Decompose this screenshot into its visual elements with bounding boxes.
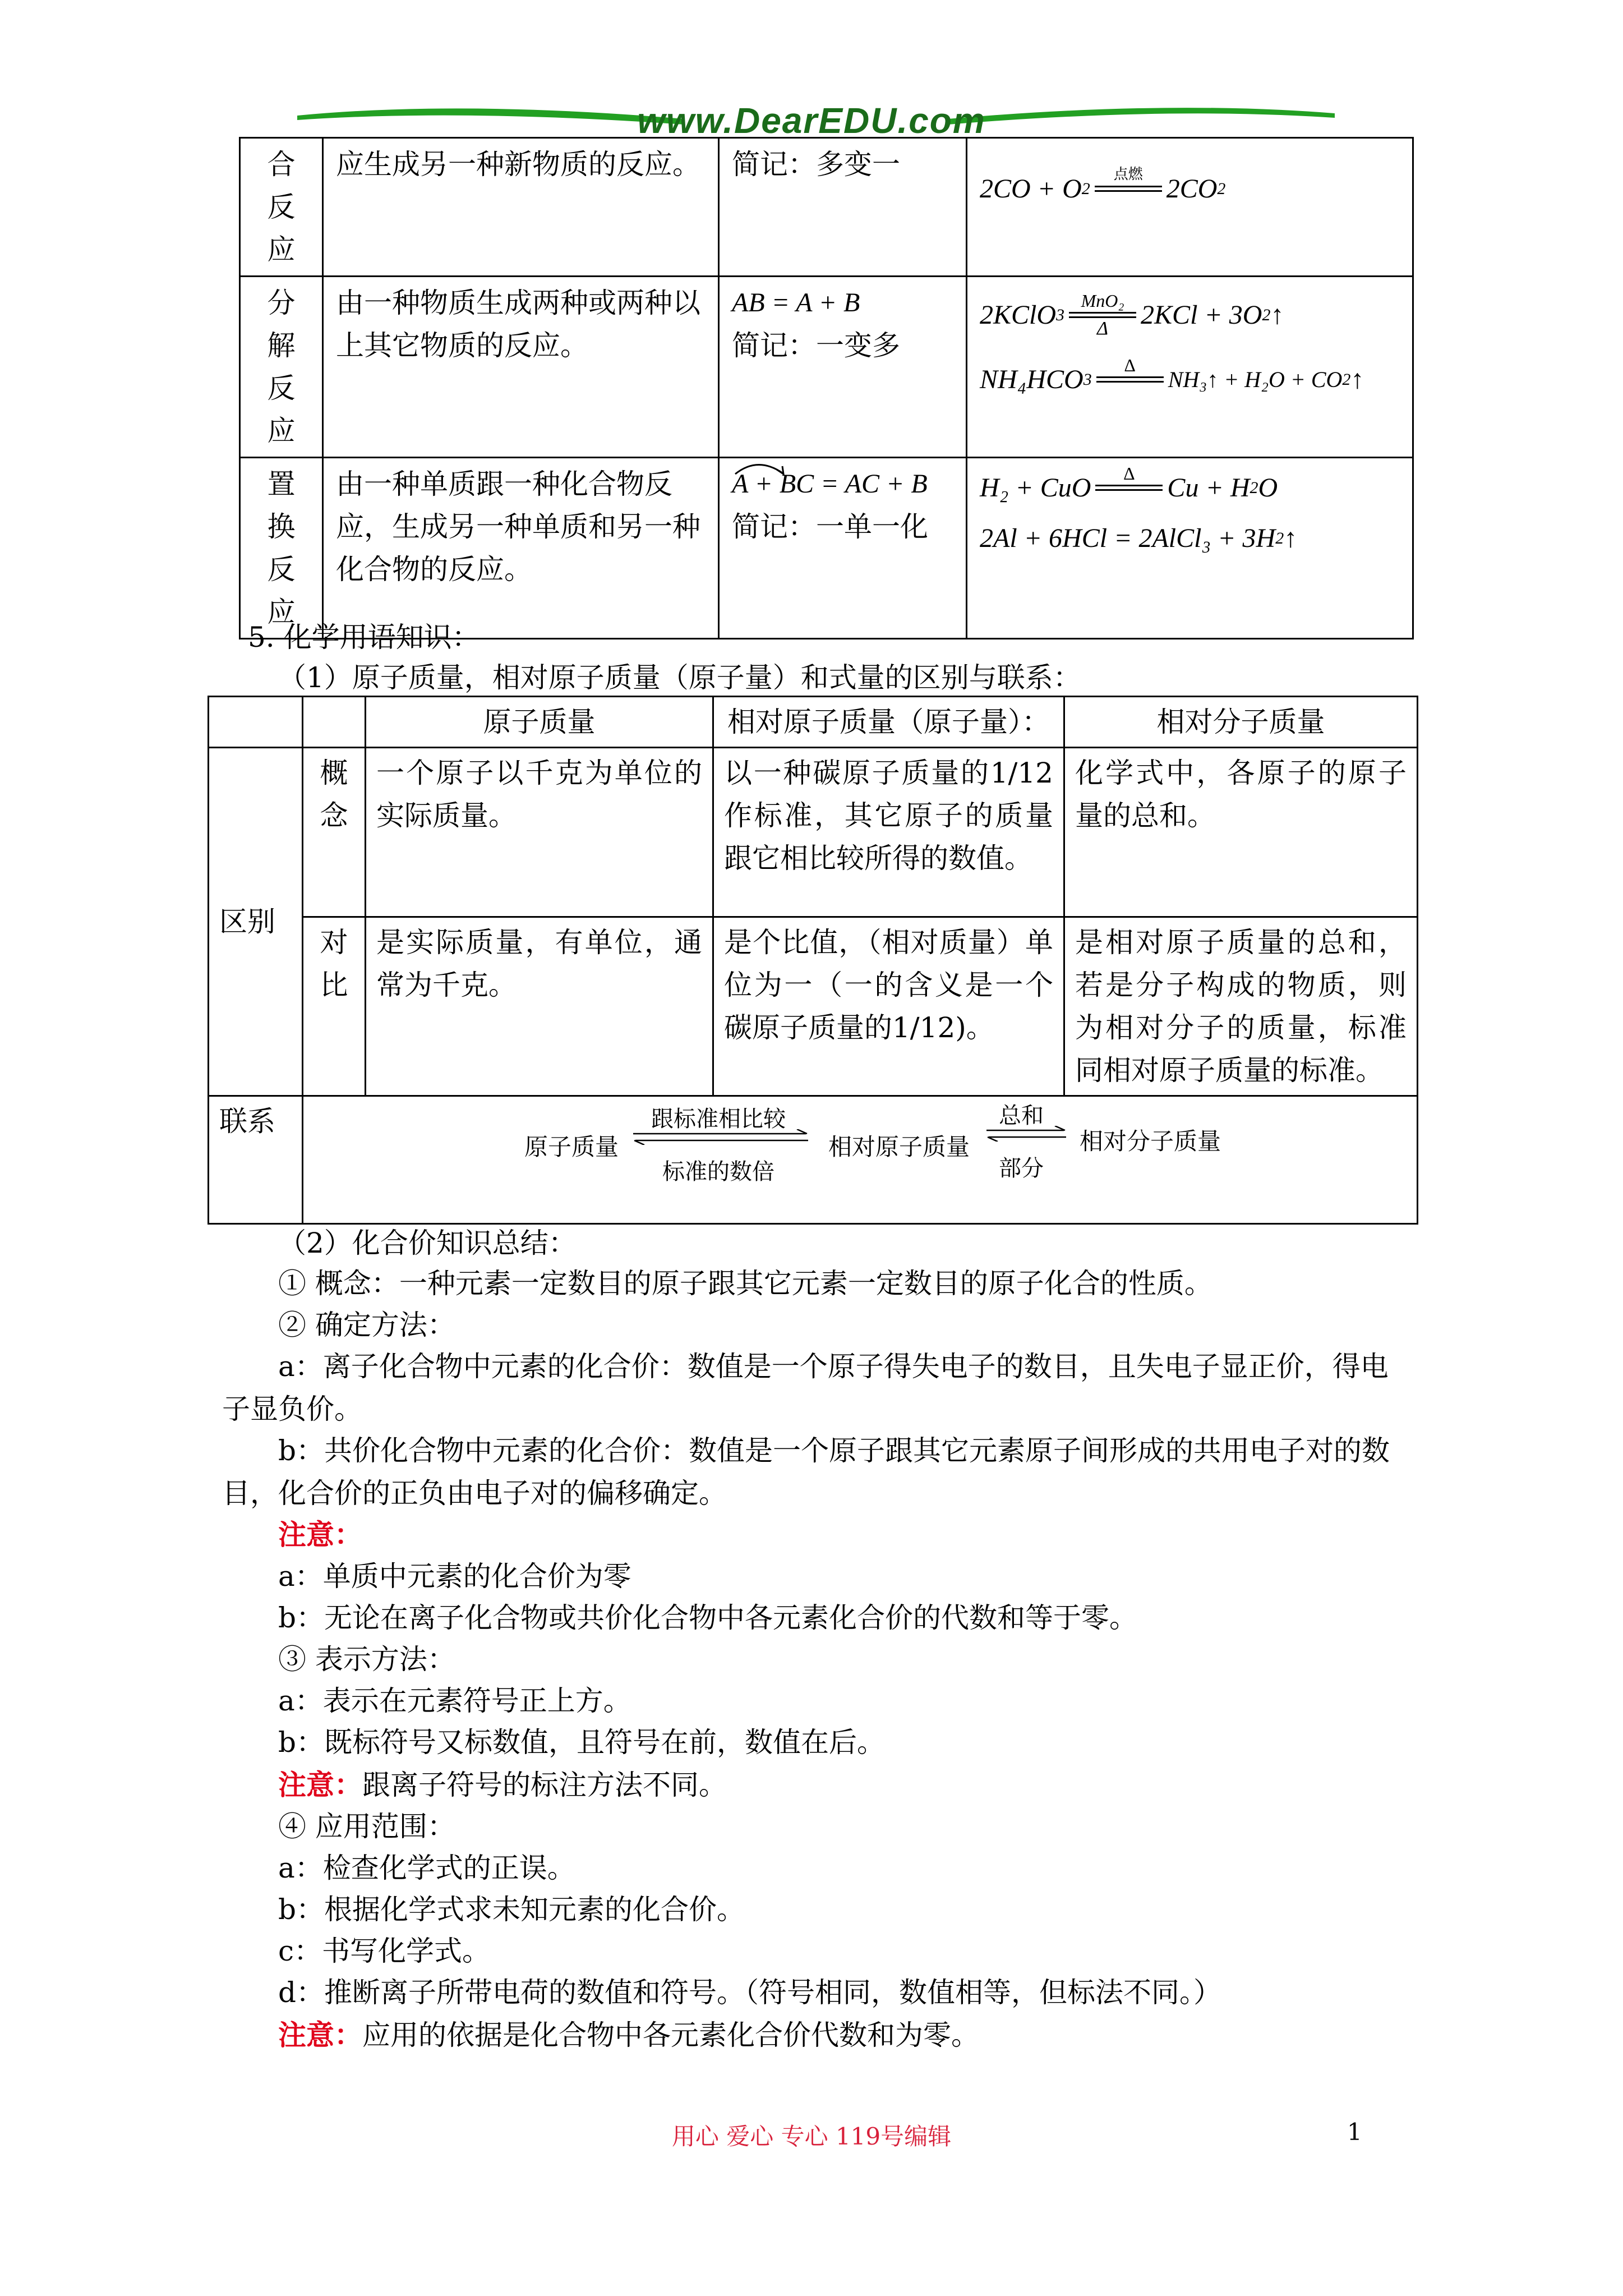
- note-label: 注意：: [278, 1518, 362, 1551]
- note-paragraph: 注意：跟离子符号的标注方法不同。: [278, 1768, 727, 1801]
- paragraph: b：既标符号又标数值，且符号在前，数值在后。: [278, 1726, 886, 1759]
- paragraph: c：书写化学式。: [278, 1935, 491, 1967]
- page-number: 1: [1347, 2118, 1362, 2146]
- relation-item-relative-molecular-mass: 相对分子质量: [1080, 1128, 1221, 1155]
- section-title: 5. 化学用语知识：: [248, 621, 480, 654]
- row-label: 对 比: [303, 917, 366, 1096]
- paragraph: a：检查化学式的正误。: [278, 1852, 575, 1884]
- reaction-memo: A + BC = AC + B 简记：一单一化: [719, 458, 967, 639]
- reaction-memo: AB = A + B 简记：一变多: [719, 277, 967, 458]
- replacement-pattern: A + BC = AC + B: [732, 463, 953, 505]
- reaction-definition: 由一种物质生成两种或两种以上其它物质的反应。: [323, 277, 719, 458]
- table-cell: 是相对原子质量的总和，若是分子构成的物质，则为相对分子的质量，标准同相对原子质量的标准。: [1064, 917, 1418, 1096]
- paragraph: d：推断离子所带电荷的数值和符号。（符号相同，数值相等，但标法不同。）: [278, 1976, 1222, 2009]
- reaction-equations: [967, 458, 1413, 639]
- note-label: 注意：: [278, 1768, 362, 1801]
- table-row: [240, 138, 1413, 277]
- double-arrow-icon: [984, 1126, 1068, 1142]
- note-label: 注意：: [278, 2018, 362, 2051]
- table-cell: 以一种碳原子质量的1/12作标准，其它原子的质量跟它相比较所得的数值。: [713, 748, 1064, 917]
- paragraph: ③ 表示方法：: [278, 1643, 455, 1676]
- relation-item-relative-atomic-mass: 相对原子质量: [828, 1133, 970, 1161]
- subsection-title: （2）化合价知识总结：: [278, 1227, 577, 1259]
- paragraph: 子显负价。: [222, 1393, 362, 1425]
- equation: H₂ + CuO Δ Cu + H 2 O: [980, 463, 1278, 503]
- paragraph: a：表示在元素符号正上方。: [278, 1685, 631, 1717]
- reaction-memo: 简记：多变一: [719, 138, 967, 277]
- table-row: [209, 748, 1418, 917]
- row-label: 联系: [209, 1096, 303, 1224]
- paragraph: 目，化合价的正负由电子对的偏移确定。: [222, 1477, 727, 1510]
- column-header: 相对分子质量: [1064, 697, 1418, 748]
- subsection-title: （1）原子质量，相对原子质量（原子量）和式量的区别与联系：: [278, 661, 1081, 694]
- table-cell: 是实际质量，有单位，通常为千克。: [366, 917, 713, 1096]
- relation-diagram: [303, 1096, 1418, 1224]
- reaction-definition: 应生成另一种新物质的反应。: [323, 138, 719, 277]
- column-header: 相对原子质量（原子量）：: [713, 697, 1064, 748]
- footer-text: 用心 爱心 专心 119号编辑: [671, 2123, 952, 2150]
- row-label: 概 念: [303, 748, 366, 917]
- relation-arrow-label-top: 总和: [999, 1103, 1044, 1129]
- paragraph: ① 概念：一种元素一定数目的原子跟其它元素一定数目的原子化合的性质。: [278, 1267, 1212, 1300]
- relation-item-atomic-mass: 原子质量: [524, 1133, 619, 1161]
- reaction-types-table: [239, 137, 1414, 639]
- relation-arrow-label-bottom: 部分: [999, 1156, 1044, 1181]
- paragraph: b：根据化学式求未知元素的化合价。: [278, 1893, 745, 1926]
- header-site-name[interactable]: www.DearEDU.com: [637, 100, 986, 141]
- table-cell: 是个比值，（相对质量）单位为一（一的含义是一个碳原子质量的1/12)。: [713, 917, 1064, 1096]
- note-paragraph: 注意：应用的依据是化合物中各元素化合价代数和为零。: [278, 2018, 979, 2051]
- reaction-equations: [967, 138, 1413, 277]
- reaction-name: 分 解 反 应: [240, 277, 323, 458]
- arc-arrow-icon: [732, 459, 788, 476]
- reaction-name: 置 换 反 应: [240, 458, 323, 639]
- paragraph: a：离子化合物中元素的化合价：数值是一个原子得失电子的数目，且失电子显正价，得电: [278, 1350, 1389, 1383]
- table-header-row: [209, 697, 1418, 748]
- double-arrow-icon: [631, 1129, 810, 1145]
- reaction-definition: 由一种单质跟一种化合物反应，生成另一种单质和另一种化合物的反应。: [323, 458, 719, 639]
- equation: NH₄HCO 3 Δ NH₃↑ + H₂O + CO 2 ↑: [980, 355, 1364, 394]
- table-row: [240, 458, 1413, 639]
- paragraph: a：单质中元素的化合价为零: [278, 1560, 631, 1593]
- column-header: 原子质量: [366, 697, 713, 748]
- table-row: [209, 1096, 1418, 1224]
- table-row: [240, 277, 1413, 458]
- reaction-name: 合 反 应: [240, 138, 323, 277]
- paragraph: b：共价化合物中元素的化合价：数值是一个原子跟其它元素原子间形成的共用电子对的数: [278, 1434, 1390, 1467]
- table-cell: 化学式中，各原子的原子量的总和。: [1064, 748, 1418, 917]
- paragraph: ④ 应用范围：: [278, 1810, 455, 1843]
- equation: 2KClO 3 MnO₂ Δ 2KCl + 3O 2 ↑: [980, 290, 1284, 339]
- atomic-mass-table: [208, 696, 1418, 1225]
- table-row: [209, 917, 1418, 1096]
- equation: 2CO + O 2 点燃 2CO 2: [980, 165, 1226, 204]
- table-cell: 一个原子以千克为单位的实际质量。: [366, 748, 713, 917]
- relation-arrow-label-top: 跟标准相比较: [651, 1106, 786, 1132]
- row-group-label: 区别: [209, 748, 303, 1096]
- paragraph: ② 确定方法：: [278, 1309, 455, 1341]
- reaction-equations: [967, 277, 1413, 458]
- paragraph: b：无论在离子化合物或共价化合物中各元素化合价的代数和等于零。: [278, 1602, 1138, 1634]
- equation: 2Al + 6HCl = 2AlCl₃ + 3H 2 ↑: [980, 523, 1298, 553]
- relation-arrow-label-bottom: 标准的数倍: [662, 1159, 774, 1185]
